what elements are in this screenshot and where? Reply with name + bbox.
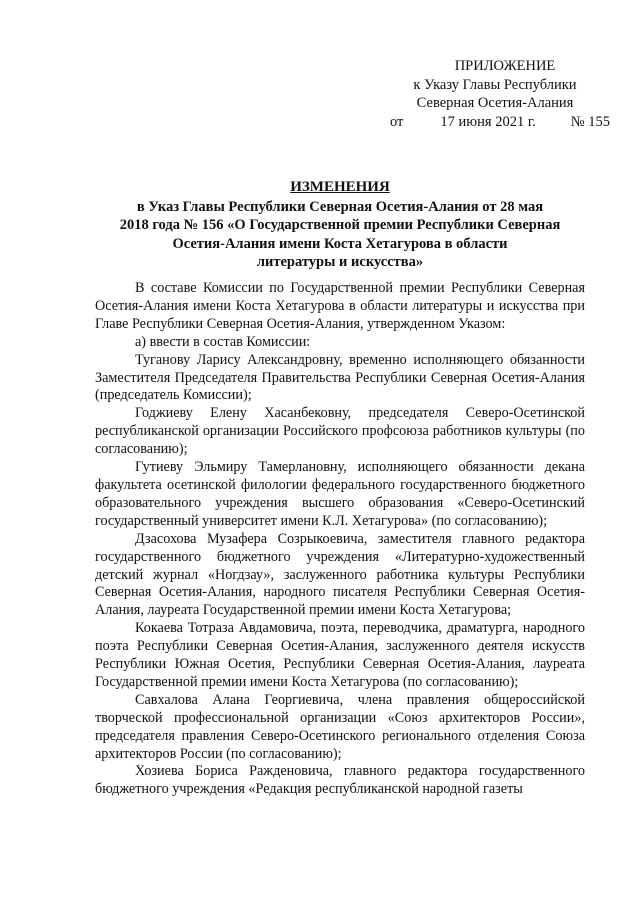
document-title-block	[100, 178, 580, 272]
title-line-3: Осетия-Алания имени Коста Хетагурова в области	[172, 235, 508, 252]
appendix-number: № 155	[570, 113, 610, 130]
document-body	[95, 280, 585, 799]
item-a-paragraph: а) ввести в состав Комиссии:	[135, 333, 311, 350]
member-paragraph: Савхалова Алана Георгиевича, члена правления общероссийской творческой профессиональной организации «Союз архитекторов России», председателя правления Северо-Осетинского регионального отделения Союза архитекторов России (по согласованию);	[95, 691, 585, 762]
title-line-2: 2018 года № 156 «О Государственной премии Республики Северная	[119, 217, 561, 233]
title-line-1: в Указ Главы Республики Северная Осетия-Алания от 28 мая	[136, 198, 544, 215]
appendix-from-label: от	[390, 113, 404, 130]
document-heading: ИЗМЕНЕНИЯ	[290, 179, 390, 195]
appendix-header	[380, 57, 610, 131]
member-paragraph: Годжиеву Елену Хасанбековну, председателя Северо-Осетинской республиканской организации Российского профсоюза работников культуры (по согласованию);	[95, 405, 585, 458]
member-paragraph: Туганову Ларису Александровну, временно исполняющего обязанности Заместителя Председателя Правительства Республики Северная Осетия-Алания (председатель Комиссии);	[95, 351, 585, 404]
member-paragraph: Кокаева Тотраза Авдамовича, поэта, переводчика, драматурга, народного поэта Республики Северная Осетия-Алания, заслуженного деятеля искусств Республики Южная Осетия, Республики Северная Осетия-Алания, лауреата Государственной премии имени Коста Хетагурова (по согласованию);	[95, 620, 585, 690]
appendix-line-1: к Указу Главы Республики	[413, 76, 577, 93]
member-paragraph: Дзасохова Музафера Созрыкоевича, заместителя главного редактора государственного бюджетного учреждения «Литературно-художественный детский журнал «Ногдзау», заслуженного работника культуры Республики Северная Осетия-Алания, народного писателя Республики Северная Осетия-Алания, лауреата Государственной премии имени Коста Хетагурова;	[95, 530, 585, 619]
member-paragraph: Гутиеву Эльмиру Тамерлановну, исполняющего обязанности декана факультета осетинской филологии федерального государственного бюджетного образовательного учреждения высшего образования «Северо-Осетинский государственный университет имени К.Л. Хетагурова» (по согласованию);	[95, 459, 585, 529]
member-paragraph: Хозиева Бориса Ражденовича, главного редактора государственного бюджетного учреждения «Редакция республиканской народной газеты	[95, 763, 585, 798]
appendix-title: ПРИЛОЖЕНИЕ	[454, 58, 556, 74]
appendix-line-2: Северная Осетия-Алания	[416, 95, 574, 111]
title-line-4: литературы и искусства»	[256, 254, 424, 270]
appendix-decree-line	[380, 113, 610, 132]
intro-paragraph: В составе Комиссии по Государственной премии Республики Северная Осетия-Алания имени Коста Хетагурова в области литературы и искусства при Главе Республики Северная Осетия-Алания, утвержденном Указом:	[95, 280, 585, 332]
appendix-date: 17 июня 2021 г.	[440, 113, 536, 130]
